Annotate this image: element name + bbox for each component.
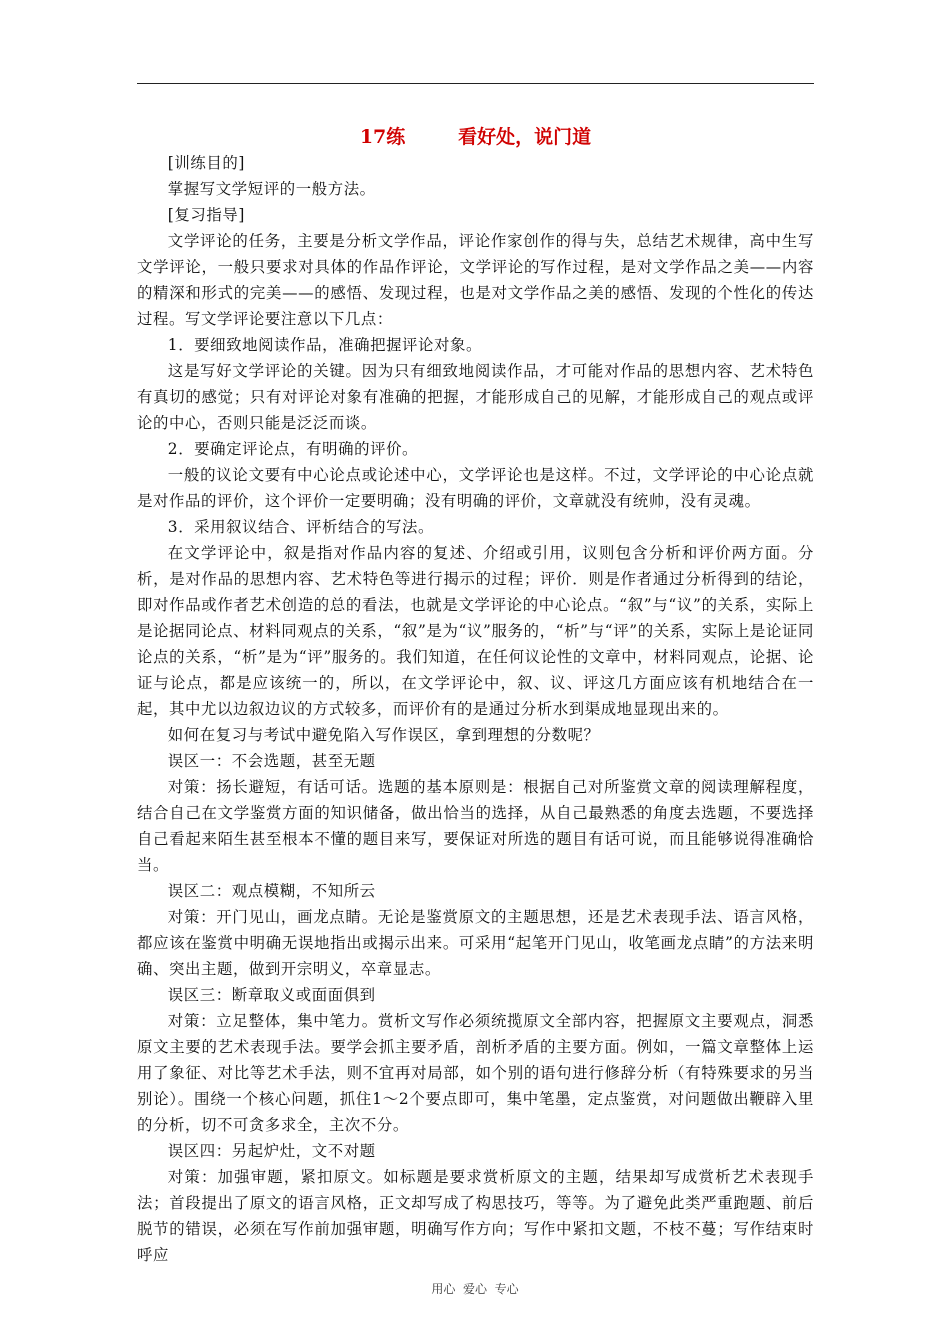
paragraph-list	[137, 150, 814, 1268]
paragraph: 这是写好文学评论的关键。因为只有细致地阅读作品，才可能对作品的思想内容、艺术特色有真切的感觉；只有对评论对象有准确的把握，才能形成自己的见解，才能形成自己的观点或评论的中心，否则只能是泛泛而谈。	[137, 362, 814, 432]
numbered-point: 3．采用叙议结合、评析结合的写法。	[167, 518, 435, 536]
numbered-point: 1．要细致地阅读作品，准确把握评论对象。	[167, 336, 483, 354]
header-rule	[137, 83, 814, 84]
pitfall-heading: 误区四：另起炉灶，文不对题	[167, 1142, 376, 1160]
strategy-paragraph: 对策：开门见山，画龙点睛。无论是鉴赏原文的主题思想，还是艺术表现手法、语言风格，都应该在鉴赏中明确无误地指出或揭示出来。可采用“起笔开门见山，收笔画龙点睛”的方法来明确、突出主题，做到开宗明义，卒章显志。	[137, 908, 814, 978]
strategy-paragraph: 对策：立足整体，集中笔力。赏析文写作必须统揽原文全部内容，把握原文主要观点，洞悉原文主要的艺术表现手法。要学会抓主要矛盾，剖析矛盾的主要方面。例如，一篇文章整体上运用了象征、对比等艺术手法，则不宜再对局部，如个别的语句进行修辞分析（有特殊要求的另当别论）。围绕一个核心问题，抓住1～2个要点即可，集中笔墨，定点鉴赏，对问题做出鞭辟入里的分析，切不可贪多求全，主次不分。	[137, 1012, 814, 1134]
paragraph: 一般的议论文要有中心论点或论述中心，文学评论也是这样。不过，文学评论的中心论点就是对作品的评价，这个评价一定要明确；没有明确的评价，文章就没有统帅，没有灵魂。	[137, 466, 814, 510]
pitfall-heading: 误区二：观点模糊，不知所云	[167, 882, 376, 900]
pitfall-heading: 误区三：断章取义或面面俱到	[167, 986, 376, 1004]
paragraph: 文学评论的任务，主要是分析文学作品，评论作家创作的得与失，总结艺术规律，高中生写文学评论，一般只要求对具体的作品作评论，文学评论的写作过程，是对文学作品之美——内容的精深和形式的完美——的感悟、发现过程，也是对文学作品之美的感悟、发现的个性化的传达过程。写文学评论要注意以下几点：	[137, 232, 814, 328]
pitfall-heading: 误区一：不会选题，甚至无题	[167, 752, 376, 770]
paragraph: 如何在复习与考试中避免陷入写作误区，拿到理想的分数呢？	[167, 726, 600, 744]
page-footer: 用心 爱心 专心	[431, 1282, 519, 1296]
document-title: 17练 看好处，说门道	[359, 126, 592, 148]
section-heading: [训练目的]	[167, 154, 245, 172]
document-body	[137, 124, 814, 1268]
section-heading: [复习指导]	[167, 206, 245, 224]
strategy-paragraph: 对策：扬长避短，有话可话。选题的基本原则是：根据自己对所鉴赏文章的阅读理解程度，结合自己在文学鉴赏方面的知识储备，做出恰当的选择，从自己最熟悉的角度去选题，不要选择自己看起来陌生甚至根本不懂的题目来写，要保证对所选的题目有话可说，而且能够说得准确恰当。	[137, 778, 814, 874]
paragraph: 掌握写文学短评的一般方法。	[167, 180, 376, 198]
paragraph: 在文学评论中，叙是指对作品内容的复述、介绍或引用，议则包含分析和评价两方面。分析，是对作品的思想内容、艺术特色等进行揭示的过程；评价．则是作者通过分析得到的结论，即对作品或作者艺术创造的总的看法，也就是文学评论的中心论点。“叙”与“议”的关系，实际上是论据同论点、材料同观点的关系，“叙”是为“议”服务的，“析”与“评”的关系，实际上是论证同论点的关系，“析”是为“评”服务的。我们知道，在任何议论性的文章中，材料同观点，论据、论证与论点，都是应该统一的，所以，在文学评论中，叙、议、评这几方面应该有机地结合在一起，其中尤以边叙边议的方式较多，而评价有的是通过分析水到渠成地显现出来的。	[137, 544, 814, 718]
numbered-point: 2．要确定评论点，有明确的评价。	[167, 440, 419, 458]
strategy-paragraph: 对策：加强审题，紧扣原文。如标题是要求赏析原文的主题，结果却写成赏析艺术表现手法；首段提出了原文的语言风格，正文却写成了构思技巧，等等。为了避免此类严重跑题、前后脱节的错误，必须在写作前加强审题，明确写作方向；写作中紧扣文题，不枝不蔓；写作结束时呼应	[137, 1168, 814, 1264]
